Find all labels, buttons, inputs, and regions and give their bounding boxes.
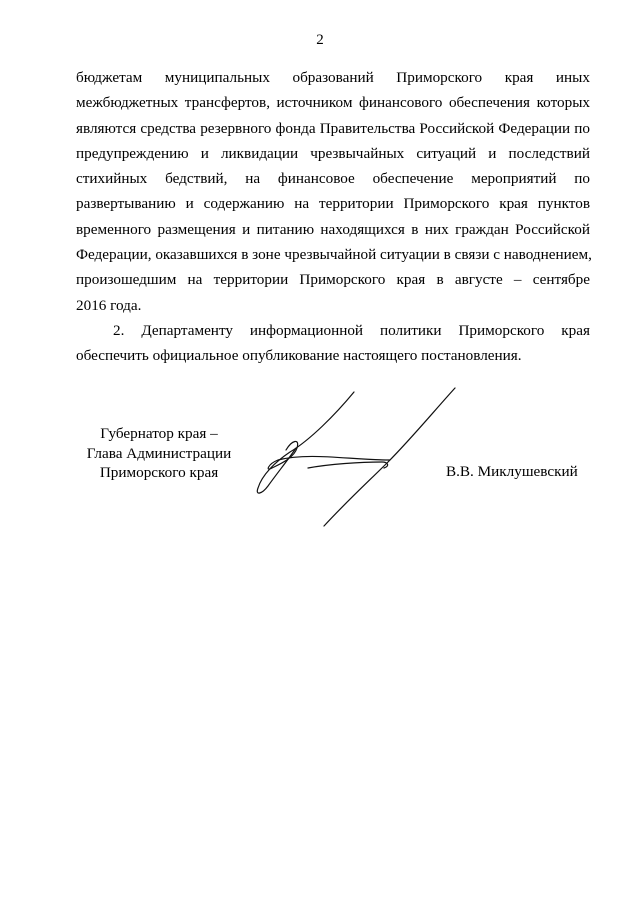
handwritten-signature — [250, 380, 480, 540]
body-line: произошедшим на территории Приморского края в августе – сентябре — [76, 271, 590, 289]
document-body — [76, 65, 590, 369]
body-line: предупреждению и ликвидации чрезвычайных ситуаций и последствий — [76, 144, 590, 162]
body-line: развертыванию и содержанию на территории Приморского края пунктов — [76, 195, 590, 213]
signatory-name: В.В. Миклушевский — [446, 463, 578, 480]
signatory-title-line: Губернатор края – — [100, 425, 218, 442]
body-line: являются средства резервного фонда Правительства Российской Федерации по — [76, 119, 590, 137]
body-line: 2016 года. — [76, 296, 142, 314]
body-line: бюджетам муниципальных образований Приморского края иных — [76, 69, 590, 86]
paragraph-2-line: 2. Департаменту информационной политики Приморского края — [113, 321, 590, 339]
signatory-title-line: Глава Администрации — [86, 444, 232, 462]
body-line: обеспечить официальное опубликование настоящего постановления. — [76, 347, 522, 365]
body-line: временного размещения и питанию находящихся в них граждан Российской — [76, 220, 590, 238]
body-line: стихийных бедствий, на финансовое обеспечение мероприятий по — [76, 170, 590, 188]
body-line: межбюджетных трансфертов, источником финансового обеспечения которых — [76, 94, 590, 112]
signatory-title — [74, 424, 244, 483]
page-number: 2 — [316, 32, 324, 48]
body-line: Федерации, оказавшихся в зоне чрезвычайной ситуации в связи с наводнением, — [76, 246, 592, 264]
signatory-title-line: Приморского края — [99, 464, 219, 481]
